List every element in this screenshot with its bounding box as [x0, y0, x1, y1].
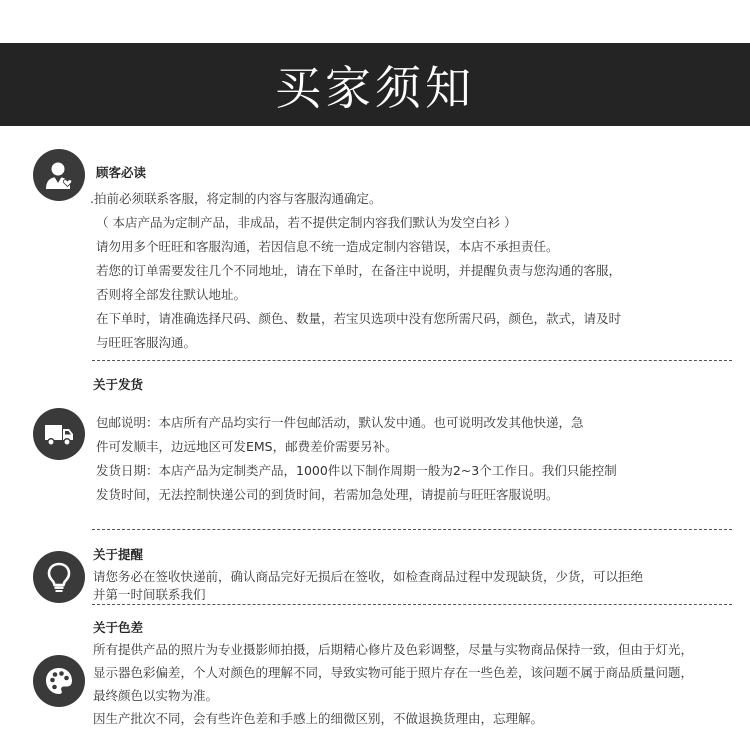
text-line: 并第一时间联系我们 [93, 587, 206, 602]
section-divider [92, 360, 732, 361]
section-divider [92, 604, 732, 605]
section-divider [92, 529, 732, 530]
header-banner [0, 43, 750, 126]
text-line: 最终颜色以实物为准。 [93, 688, 219, 703]
text-line: 否则将全部发往默认地址。 [96, 287, 247, 302]
text-line: 发货时间，无法控制快递公司的到货时间，若需加急处理，请提前与旺旺客服说明。 [96, 487, 559, 502]
text-line: 请勿用多个旺旺和客服沟通，若因信息不统一造成定制内容错误，本店不承担责任。 [96, 239, 559, 254]
section-heading-color: 关于色差 [93, 620, 144, 635]
text-line: 件可发顺丰，边远地区可发EMS，邮费差价需要另补。 [96, 439, 398, 454]
delivery-truck-icon [33, 408, 85, 460]
section-heading-customer: 顾客必读 [96, 165, 147, 180]
section-heading-shipping: 关于发货 [93, 377, 144, 392]
text-line: 所有提供产品的照片为专业摄影师拍摄，后期精心修片及色彩调整，尽量与实物商品保持一致，但由于灯光， [93, 642, 694, 657]
text-line: 与旺旺客服沟通。 [96, 335, 197, 350]
lightbulb-icon [33, 551, 85, 603]
text-line: （ 本店产品为定制产品，非成品，若不提供定制内容我们默认为发空白衫 ） [96, 215, 517, 230]
customer-service-icon [33, 149, 85, 201]
page-title: 买家须知 [275, 60, 475, 115]
text-line: .拍前必须联系客服，将定制的内容与客服沟通确定。 [90, 191, 382, 206]
text-line: 请您务必在签收快递前，确认商品完好无损后在签收，如检查商品过程中发现缺货，少货，可以拒绝 [93, 569, 644, 584]
text-line: 在下单时，请准确选择尺码、颜色、数量，若宝贝选项中没有您所需尺码，颜色，款式，请及时 [96, 311, 622, 326]
text-line: 若您的订单需要发往几个不同地址，请在下单时，在备注中说明，并提醒负责与您沟通的客服， [96, 263, 622, 278]
palette-icon [33, 655, 85, 707]
text-line: 显示器色彩偏差，个人对颜色的理解不同，导致实物可能于照片存在一些色差，该问题不属于商品质量问题， [93, 665, 694, 680]
text-line: 发货日期：本店产品为定制类产品，1000件以下制作周期一般为2~3个工作日。我们只能控制 [96, 463, 617, 478]
section-heading-reminder: 关于提醒 [93, 547, 144, 562]
text-line: 因生产批次不同，会有些许色差和手感上的细微区别，不做退换货理由，忘理解。 [93, 711, 544, 726]
text-line: 包邮说明：本店所有产品均实行一件包邮活动，默认发中通。也可说明改发其他快递，急 [96, 415, 584, 430]
